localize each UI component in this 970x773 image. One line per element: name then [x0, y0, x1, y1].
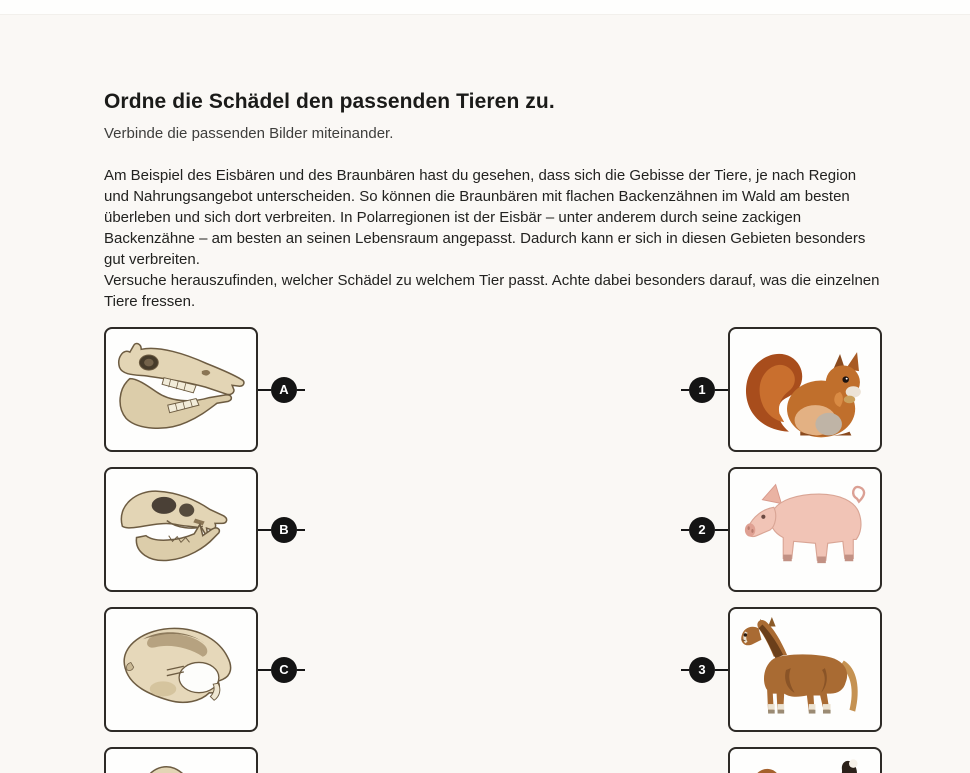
- connector-left-c: [258, 657, 305, 683]
- connector-stub: [297, 389, 305, 391]
- horse-skull-image: [110, 337, 252, 443]
- connector-stub: [681, 669, 689, 671]
- top-strip: [0, 0, 970, 15]
- match-point-1[interactable]: 1: [689, 377, 715, 403]
- connector-right-2: [681, 517, 728, 543]
- connector-stub: [681, 529, 689, 531]
- match-point-3[interactable]: 3: [689, 657, 715, 683]
- rodent-skull-image: [110, 617, 252, 723]
- connector-left-b: [258, 517, 305, 543]
- intro-paragraph: Am Beispiel des Eisbären und des Braunbären hast du gesehen, dass sich die Gebisse der Tiere, je nach Region und Nahrungsangebot unterscheiden. So können die Braunbären mit flachen Backenzähnen im Wald am besten überleben und sich dort verbreiten. In Polarregionen ist der Eisbär – unter anderem durch seine zackigen Backenzähne – am besten an seinen Lebensraum angepasst. Dadurch kann er sich in diesen Gebieten besonders gut verbreiten.: [104, 167, 866, 268]
- page-subtitle: Verbinde die passenden Bilder miteinander.: [104, 125, 394, 142]
- match-point-b[interactable]: B: [271, 517, 297, 543]
- connector-stub: [297, 669, 305, 671]
- match-point-2[interactable]: 2: [689, 517, 715, 543]
- connector-right-1: [681, 377, 728, 403]
- connector-line: [715, 389, 728, 391]
- match-row-1: [104, 327, 882, 452]
- connector-line: [258, 529, 271, 531]
- skull-card-d[interactable]: [104, 747, 258, 773]
- animal-card-1[interactable]: [728, 327, 882, 452]
- skull-partial-image: [110, 757, 252, 773]
- pig-image: [734, 473, 876, 587]
- matching-exercise: [104, 327, 882, 773]
- match-point-c[interactable]: C: [271, 657, 297, 683]
- exercise-page: [104, 89, 882, 773]
- squirrel-image: [734, 333, 876, 447]
- connector-line: [715, 529, 728, 531]
- connector-stub: [297, 529, 305, 531]
- skull-card-a[interactable]: [104, 327, 258, 452]
- match-row-4: [104, 747, 882, 773]
- animal-card-2[interactable]: [728, 467, 882, 592]
- intro-text: [104, 165, 880, 312]
- match-point-a[interactable]: A: [271, 377, 297, 403]
- connector-line: [715, 669, 728, 671]
- connector-line: [258, 389, 271, 391]
- connector-stub: [681, 389, 689, 391]
- connector-right-3: [681, 657, 728, 683]
- skull-card-c[interactable]: [104, 607, 258, 732]
- animal-card-3[interactable]: [728, 607, 882, 732]
- intro-instruction: Versuche herauszufinden, welcher Schädel zu welchem Tier passt. Achte dabei besonders darauf, was die einzelnen Tiere fressen.: [104, 272, 880, 310]
- page-title: Ordne die Schädel den passenden Tieren zu.: [104, 90, 555, 113]
- dog-image: [734, 753, 876, 773]
- horse-image: [734, 613, 876, 727]
- carnivore-skull-image: [110, 477, 252, 583]
- skull-card-b[interactable]: [104, 467, 258, 592]
- match-row-3: [104, 607, 882, 732]
- connector-line: [258, 669, 271, 671]
- animal-card-4[interactable]: [728, 747, 882, 773]
- match-row-2: [104, 467, 882, 592]
- connector-left-a: [258, 377, 305, 403]
